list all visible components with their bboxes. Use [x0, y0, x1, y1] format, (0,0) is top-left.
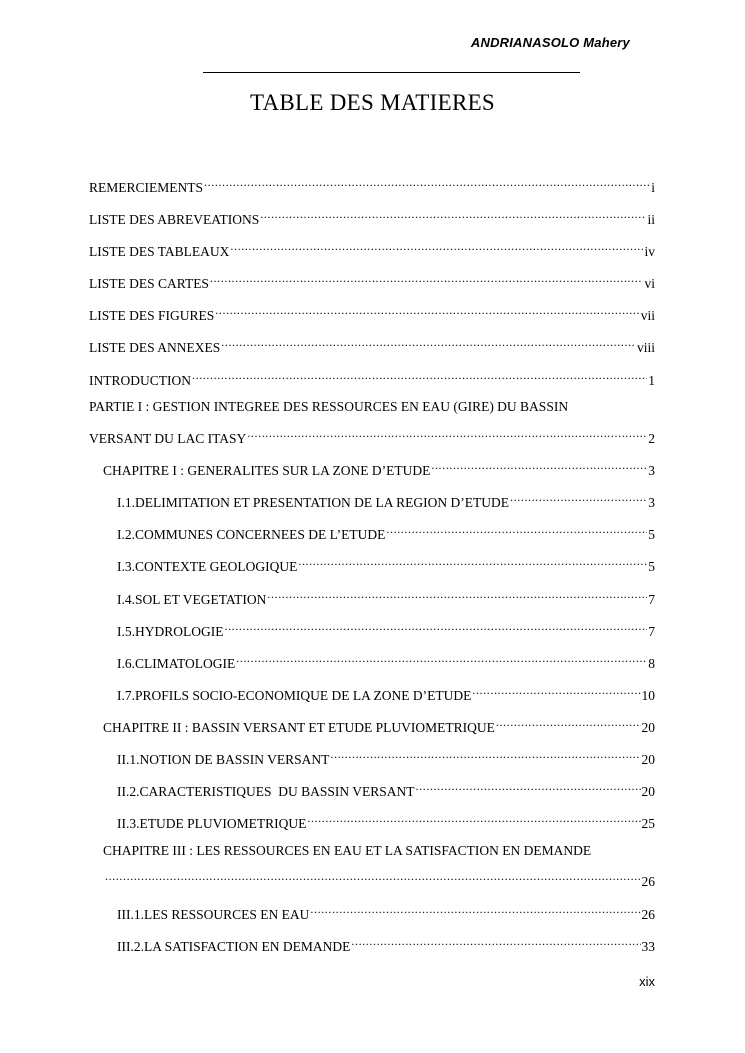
leader-dots: [330, 744, 640, 764]
leader-dots: [224, 616, 647, 636]
toc-entry-cartes[interactable]: [89, 268, 655, 291]
toc-entry-abreviations[interactable]: [89, 204, 655, 227]
toc-entry-page: 10: [641, 688, 655, 703]
leader-dots: [230, 236, 643, 256]
leader-dots: [472, 680, 640, 700]
toc-entry-partie1-line1[interactable]: PARTIE I : GESTION INTEGREE DES RESSOURCES EN EAU (GIRE) DU BASSIN: [89, 399, 569, 414]
toc-entry-label: LISTE DES ANNEXES: [89, 340, 221, 355]
toc-entry-figures[interactable]: [89, 300, 655, 323]
toc-entry-section-3-1[interactable]: [117, 899, 655, 922]
toc-entry-page: 33: [641, 939, 655, 954]
toc-entry-page: 1: [648, 373, 655, 388]
toc-entry-label: LISTE DES CARTES: [89, 276, 209, 291]
toc-entry-page: 8: [648, 656, 655, 671]
leader-dots: [192, 365, 647, 385]
toc-entry-page: 7: [648, 624, 655, 639]
leader-dots: [310, 899, 640, 919]
toc-entry-page: iv: [644, 244, 655, 259]
toc-entry-label: LISTE DES TABLEAUX: [89, 244, 230, 259]
toc-entry-section-1-7[interactable]: [117, 680, 655, 703]
toc-entry-page: 2: [648, 431, 655, 446]
toc-entry-tableaux[interactable]: [89, 236, 655, 259]
toc-entry-section-2-2[interactable]: [117, 776, 655, 799]
toc-entry-page: 7: [648, 592, 655, 607]
toc-entry-introduction[interactable]: [89, 365, 655, 388]
leader-dots: [386, 519, 647, 539]
header-author: ANDRIANASOLO Mahery: [470, 35, 630, 50]
toc-entry-section-1-3[interactable]: [117, 551, 655, 574]
toc-entry-label: INTRODUCTION: [89, 373, 191, 388]
toc-entry-section-1-4[interactable]: [117, 584, 655, 607]
leader-dots: [431, 455, 647, 475]
toc-entry-label: I.6.CLIMATOLOGIE: [117, 656, 236, 671]
toc-entry-page: vii: [640, 308, 655, 323]
leader-dots: [236, 648, 647, 668]
toc-entry-section-2-1[interactable]: [117, 744, 655, 767]
leader-dots: [510, 487, 647, 507]
toc-entry-chapitre3[interactable]: [105, 866, 655, 889]
toc-entry-chapitre2[interactable]: [103, 712, 655, 735]
toc-entry-label: I.4.SOL ET VEGETATION: [117, 592, 267, 607]
leader-dots: [496, 712, 641, 732]
toc-entry-page: vi: [644, 276, 655, 291]
leader-dots: [307, 808, 640, 828]
toc-entry-page: 20: [641, 720, 655, 735]
toc-entry-chapitre3-line1[interactable]: CHAPITRE III : LES RESSOURCES EN EAU ET LA SATISFACTION EN DEMANDE: [103, 843, 592, 858]
leader-dots: [267, 584, 647, 604]
toc-entry-label: I.5.HYDROLOGIE: [117, 624, 224, 639]
toc-entry-label: CHAPITRE I : GENERALITES SUR LA ZONE D’ETUDE: [103, 463, 431, 478]
toc-entry-label: LISTE DES ABREVEATIONS: [89, 212, 260, 227]
leader-dots: [215, 300, 639, 320]
toc-entry-label: VERSANT DU LAC ITASY: [89, 431, 247, 446]
toc-entry-partie1[interactable]: [89, 423, 655, 446]
toc-entry-page: 25: [641, 816, 655, 831]
toc-entry-page: 5: [648, 527, 655, 542]
toc-entry-label: III.2.LA SATISFACTION EN DEMANDE: [117, 939, 351, 954]
toc-entry-page: 20: [641, 784, 655, 799]
leader-dots: [204, 172, 650, 192]
leader-dots: [416, 776, 641, 796]
toc-entry-page: 26: [641, 907, 655, 922]
toc-entry-label: I.2.COMMUNES CONCERNEES DE L’ETUDE: [117, 527, 386, 542]
toc-entry-page: 20: [641, 752, 655, 767]
toc-entry-label: II.1.NOTION DE BASSIN VERSANT: [117, 752, 330, 767]
toc-entry-label: I.7.PROFILS SOCIO-ECONOMIQUE DE LA ZONE D’ETUDE: [117, 688, 472, 703]
toc-entry-label: REMERCIEMENTS: [89, 180, 204, 195]
toc-entry-page: i: [651, 180, 655, 195]
table-of-contents: [89, 0, 655, 1053]
toc-entry-page: 26: [641, 874, 655, 889]
leader-dots: [298, 551, 647, 571]
page-title: TABLE DES MATIERES: [249, 90, 496, 115]
toc-entry-section-1-2[interactable]: [117, 519, 655, 542]
toc-entry-label: LISTE DES FIGURES: [89, 308, 215, 323]
leader-dots: [221, 332, 636, 352]
leader-dots: [247, 423, 647, 443]
toc-entry-section-1-6[interactable]: [117, 648, 655, 671]
toc-entry-section-1-1[interactable]: [117, 487, 655, 510]
toc-entry-page: 3: [648, 495, 655, 510]
toc-entry-page: 5: [648, 559, 655, 574]
toc-entry-chapitre1[interactable]: [103, 455, 655, 478]
toc-entry-page: ii: [647, 212, 655, 227]
toc-entry-page: viii: [636, 340, 655, 355]
toc-entry-section-3-2[interactable]: [117, 931, 655, 954]
toc-entry-label: CHAPITRE II : BASSIN VERSANT ET ETUDE PLUVIOMETRIQUE: [103, 720, 495, 735]
leader-dots: [105, 866, 641, 886]
leader-dots: [210, 268, 644, 288]
toc-entry-section-1-5[interactable]: [117, 616, 655, 639]
page-number: xix: [639, 974, 655, 989]
toc-entry-annexes[interactable]: [89, 332, 655, 355]
toc-entry-label: II.2.CARACTERISTIQUES DU BASSIN VERSANT: [117, 784, 415, 799]
toc-entry-label: I.1.DELIMITATION ET PRESENTATION DE LA REGION D’ETUDE: [117, 495, 510, 510]
toc-entry-remerciements[interactable]: [89, 172, 655, 195]
toc-entry-section-2-3[interactable]: [117, 808, 655, 831]
toc-entry-page: 3: [648, 463, 655, 478]
toc-entry-label: III.1.LES RESSOURCES EN EAU: [117, 907, 310, 922]
leader-dots: [351, 931, 640, 951]
toc-entry-label: II.3.ETUDE PLUVIOMETRIQUE: [117, 816, 307, 831]
toc-entry-label: I.3.CONTEXTE GEOLOGIQUE: [117, 559, 298, 574]
leader-dots: [260, 204, 646, 224]
